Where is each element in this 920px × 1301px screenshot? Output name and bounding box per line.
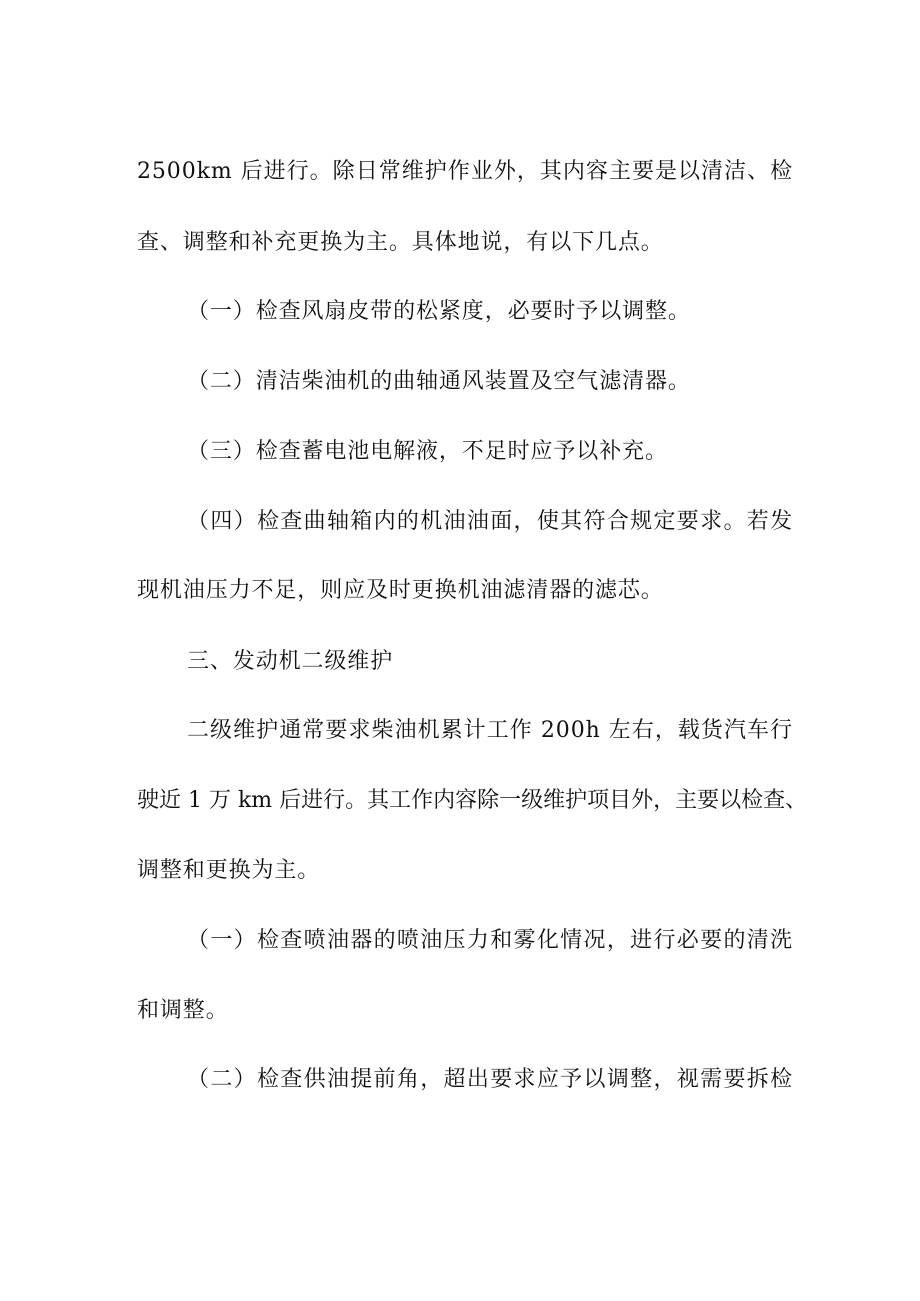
- list-item: （一）检查喷油器的喷油压力和雾化情况，进行必要的清洗: [187, 928, 793, 953]
- paragraph-line: 调整和更换为主。: [137, 858, 321, 883]
- paragraph-line: 和调整。: [137, 998, 229, 1023]
- list-item: （二）检查供油提前角，超出要求应予以调整，视需要拆检: [187, 1067, 793, 1092]
- list-item: （二）清洁柴油机的曲轴通风装置及空气滤清器。: [187, 369, 691, 394]
- section-heading: 三、发动机二级维护: [187, 649, 394, 674]
- paragraph-line: 驶近 1 万 km 后进行。其工作内容除一级维护项目外，主要以检查、: [137, 788, 808, 813]
- list-item: （四）检查曲轴箱内的机油油面，使其符合规定要求。若发: [187, 509, 793, 534]
- paragraph-line: 二级维护通常要求柴油机累计工作 200h 左右，载货汽车行: [187, 718, 793, 743]
- list-item: （三）检查蓄电池电解液，不足时应予以补充。: [187, 439, 668, 464]
- paragraph-line: 现机油压力不足，则应及时更换机油滤清器的滤芯。: [137, 578, 664, 603]
- paragraph-line: 2500km 后进行。除日常维护作业外，其内容主要是以清洁、检: [137, 159, 793, 184]
- list-item: （一）检查风扇皮带的松紧度，必要时予以调整。: [187, 299, 691, 324]
- paragraph-line: 查、调整和补充更换为主。具体地说，有以下几点。: [137, 230, 664, 255]
